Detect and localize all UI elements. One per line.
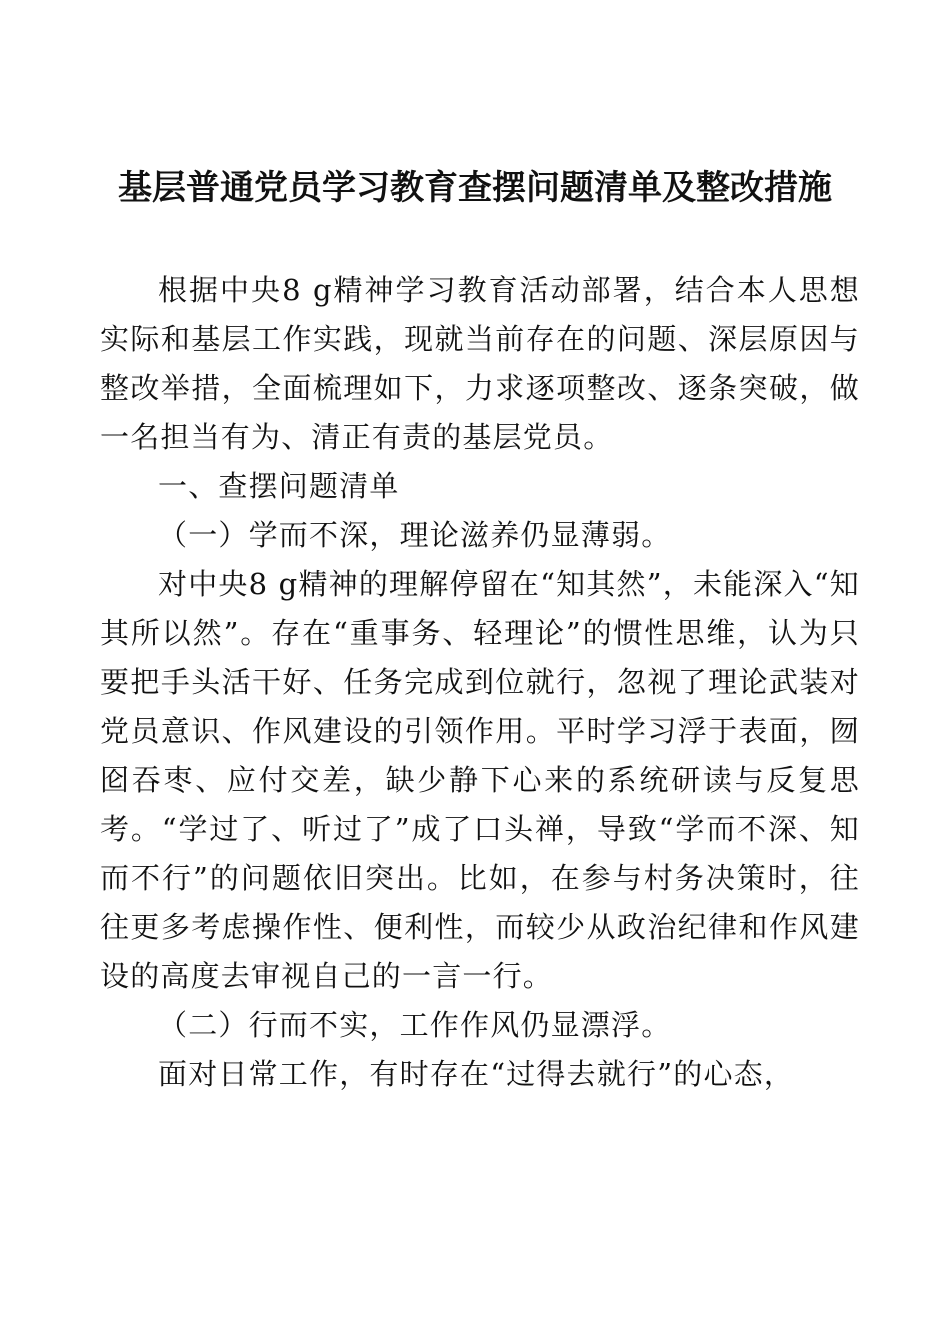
body-paragraph-2: 面对日常工作，有时存在“过得去就行”的心态， bbox=[158, 1057, 795, 1091]
section-heading-1: 一、查摆问题清单 bbox=[158, 469, 400, 503]
subsection-heading-2: （二）行而不实，工作作风仍显漂浮。 bbox=[158, 1008, 672, 1042]
body-paragraph-1: 对中央8 g精神的理解停留在“知其然”，未能深入“知其所以然”。存在“重事务、轻理论”的惯性思维，认为只要把手头活干好、任务完成到位就行，忽视了理论武装对党员意识、作风建设的引领作用。平时学习浮于表面，囫囵吞枣、应付交差，缺少静下心来的系统研读与反复思考。“学过了、听过了”成了口头禅，导致“学而不深、知而不行”的问题依旧突出。比如，在参与村务决策时，往往更多考虑操作性、便利性，而较少从政治纪律和作风建设的高度去审视自己的一言一行。 bbox=[100, 567, 860, 993]
document-title: 基层普通党员学习教育查摆问题清单及整改措施 bbox=[118, 168, 832, 208]
intro-paragraph: 根据中央8 g精神学习教育活动部署，结合本人思想实际和基层工作实践，现就当前存在的问题、深层原因与整改举措，全面梳理如下，力求逐项整改、逐条突破，做一名担当有为、清正有责的基层党员。 bbox=[100, 273, 860, 454]
subsection-heading-1: （一）学而不深，理论滋养仍显薄弱。 bbox=[158, 518, 672, 552]
document-body bbox=[100, 266, 860, 1099]
